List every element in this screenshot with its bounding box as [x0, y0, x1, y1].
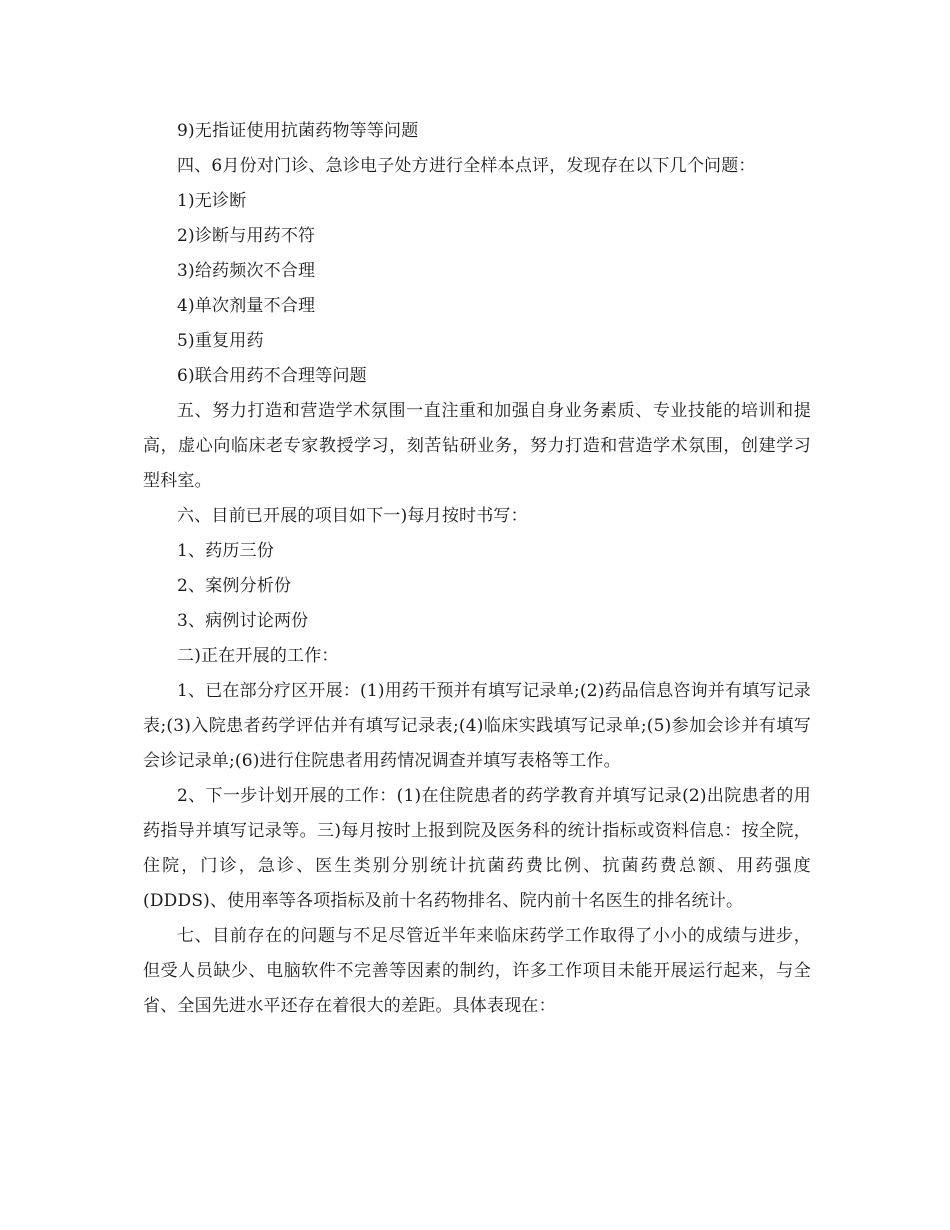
paragraph-item-3: 3)给药频次不合理 — [177, 261, 316, 281]
paragraph-item-4: 4)单次剂量不合理 — [177, 296, 316, 316]
paragraph-item-5: 5)重复用药 — [177, 331, 264, 351]
paragraph-subsection-2: 二)正在开展的工作： — [177, 646, 339, 666]
paragraph-list-3: 3、病例讨论两份 — [177, 611, 309, 631]
paragraph-list-2: 2、案例分析份 — [177, 576, 292, 596]
paragraph-section-7: 七、目前存在的问题与不足尽管近半年来临床药学工作取得了小小的成绩与进步，但受人员缺少、电脑软件不完善等因素的制约，许多工作项目未能开展运行起来，与全省、全国先进水平还存在着很大的差距。具体表现在： — [143, 926, 811, 1016]
paragraph-ongoing-work: 1、已在部分疗区开展：(1)用药干预并有填写记录单;(2)药品信息咨询并有填写记录表;(3)入院患者药学评估并有填写记录表;(4)临床实践填写记录单;(5)参加会诊并有填写会诊记录单;(6)进行住院患者用药情况调查并填写表格等工作。 — [143, 681, 811, 771]
paragraph-section-5: 五、努力打造和营造学术氛围一直注重和加强自身业务素质、专业技能的培训和提高，虚心向临床老专家教授学习，刻苦钻研业务，努力打造和营造学术氛围，创建学习型科室。 — [143, 401, 811, 491]
paragraph-item-2: 2)诊断与用药不符 — [177, 226, 316, 246]
paragraph-item-1: 1)无诊断 — [177, 191, 247, 211]
paragraph-next-steps: 2、下一步计划开展的工作：(1)在住院患者的药学教育并填写记录(2)出院患者的用药指导并填写记录等。三)每月按时上报到院及医务科的统计指标或资料信息：按全院，住院，门诊，急诊、医生类别分别统计抗菌药费比例、抗菌药费总额、用药强度(DDDS)、使用率等各项指标及前十名药物排名、院内前十名医生的排名统计。 — [143, 786, 811, 911]
paragraph-section-6-heading: 六、目前已开展的项目如下一)每月按时书写： — [177, 506, 528, 526]
document-body — [143, 114, 811, 1024]
paragraph-item-6: 6)联合用药不合理等问题 — [177, 366, 367, 386]
paragraph-list-1: 1、药历三份 — [177, 541, 275, 561]
paragraph-section-4-heading: 四、6月份对门诊、急诊电子处方进行全样本点评，发现存在以下几个问题： — [177, 156, 756, 176]
paragraph-item-9-indications: 9)无指证使用抗菌药物等等问题 — [177, 121, 419, 141]
